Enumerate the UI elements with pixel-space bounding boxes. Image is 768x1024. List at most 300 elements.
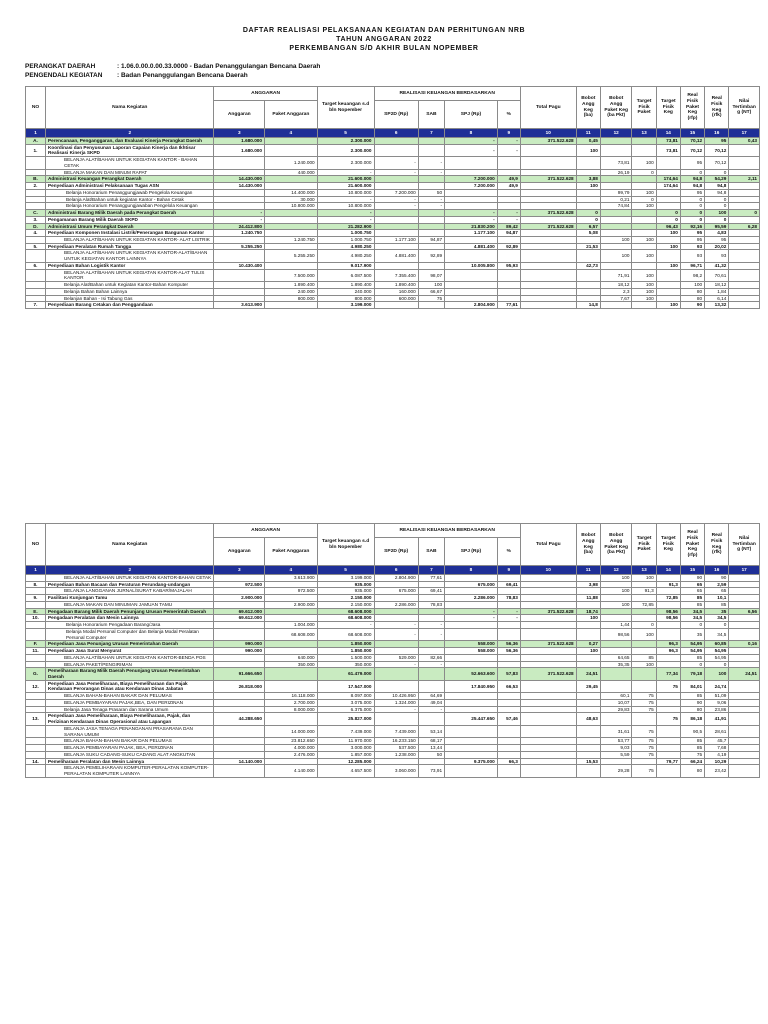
cell-target: 3.075.000	[317, 699, 374, 706]
cell-spj	[445, 751, 498, 758]
cell-spj: 17.840.950	[445, 680, 498, 692]
cell-spj	[445, 203, 498, 210]
cell-bobot-angg	[576, 601, 600, 608]
header-no: NO	[26, 524, 46, 566]
cell-target: 21.600.000	[317, 176, 374, 183]
report-year: TAHUN ANGGARAN 2022	[336, 36, 432, 43]
cell-sp2d: -	[374, 203, 418, 210]
activity-row	[26, 262, 760, 269]
cell-paket-anggaran	[265, 230, 318, 237]
cell-anggaran: 24.412.800	[214, 223, 265, 230]
cell-sp2d: -	[374, 196, 418, 203]
cell-sab	[418, 615, 444, 622]
cell-target-fisik-paket	[632, 680, 656, 692]
cell-paket-anggaran: 640.000	[265, 654, 318, 661]
cell-bobot-angg	[576, 765, 600, 777]
section-row	[26, 641, 760, 648]
cell-anggaran	[214, 288, 265, 295]
cell-real-fisik-keg: 10,29	[705, 758, 729, 765]
cell-target: 68.608.000	[317, 628, 374, 640]
cell-bobot-paket: 99,79	[600, 189, 632, 196]
cell-nama-kegiatan: BELANJA BAHAN-BAHAN BAKAR DAN PELUMAS	[46, 693, 214, 700]
cell-total-pagu	[520, 758, 576, 765]
cell-real-fisik-keg: 4,83	[705, 230, 729, 237]
cell-target-fisik-paket	[632, 713, 656, 725]
cell-target-fisik-keg	[656, 588, 680, 595]
cell-bobot-angg	[576, 706, 600, 713]
cell-bobot-angg: 100	[576, 615, 600, 622]
cell-sp2d: 10.426.950	[374, 693, 418, 700]
cell-percent: 95,93	[497, 262, 520, 269]
cell-total-pagu	[520, 216, 576, 223]
cell-target-fisik-paket: 100	[632, 661, 656, 668]
cell-total-pagu	[520, 745, 576, 752]
section-row	[26, 608, 760, 615]
cell-no	[26, 738, 46, 745]
cell-real-fisik-keg: 94,8	[705, 189, 729, 196]
cell-sp2d: 2.286.000	[374, 601, 418, 608]
cell-target: 2.300.000	[317, 144, 374, 156]
cell-paket-anggaran	[265, 615, 318, 622]
cell-nama-kegiatan: Belanja Bahan Bahan Lainnya	[46, 288, 214, 295]
cell-percent: -	[497, 608, 520, 615]
cell-spj	[445, 157, 498, 169]
cell-anggaran: 3.613.900	[214, 302, 265, 309]
cell-sp2d: -	[374, 661, 418, 668]
cell-real-fisik-paket: 54,95	[680, 648, 704, 655]
cell-spj: -	[445, 210, 498, 217]
cell-target: 7.439.000	[317, 725, 374, 737]
cell-sp2d: -	[374, 628, 418, 640]
cell-real-fisik-paket: 65	[680, 588, 704, 595]
cell-real-fisik-paket: 95	[680, 230, 704, 237]
cell-percent	[497, 250, 520, 262]
header-spj: SPJ (Rp)	[445, 101, 498, 129]
cell-sab: -	[418, 157, 444, 169]
cell-no	[26, 601, 46, 608]
cell-sab: 98,07	[418, 269, 444, 281]
cell-nilai-tertimbang	[729, 654, 760, 661]
cell-nilai-tertimbang	[729, 230, 760, 237]
cell-paket-anggaran: 2.700.000	[265, 699, 318, 706]
header-nama-kegiatan: Nama Kegiatan	[46, 87, 214, 129]
cell-nama-kegiatan: Belanja Honorarium Pengadaan Barang/Jasa	[46, 622, 214, 629]
cell-target: 21.600.000	[317, 183, 374, 190]
cell-total-pagu	[520, 595, 576, 602]
cell-bobot-angg	[576, 751, 600, 758]
cell-percent	[497, 295, 520, 302]
cell-real-fisik-keg: 4,19	[705, 751, 729, 758]
activity-row	[26, 648, 760, 655]
cell-target-fisik-keg	[656, 203, 680, 210]
cell-real-fisik-keg: 0	[705, 196, 729, 203]
cell-percent	[497, 269, 520, 281]
cell-target-fisik-paket	[632, 230, 656, 237]
cell-paket-anggaran	[265, 262, 318, 269]
cell-bobot-paket: 73,81	[600, 157, 632, 169]
cell-real-fisik-keg: 90	[705, 575, 729, 582]
cell-real-fisik-keg: 34,5	[705, 628, 729, 640]
cell-anggaran: -	[214, 216, 265, 223]
cell-target: 935.000	[317, 588, 374, 595]
cell-paket-anggaran	[265, 713, 318, 725]
cell-sp2d: 675.000	[374, 588, 418, 595]
cell-spj	[445, 601, 498, 608]
cell-real-fisik-paket: 85	[680, 745, 704, 752]
cell-target: -	[317, 622, 374, 629]
cell-real-fisik-keg: 60,85	[705, 641, 729, 648]
item-row	[26, 725, 760, 737]
cell-sp2d	[374, 680, 418, 692]
cell-percent	[497, 765, 520, 777]
cell-percent	[497, 588, 520, 595]
cell-target: -	[317, 210, 374, 217]
header-target-fisik-keg: Target Fisik Keg	[656, 87, 680, 129]
cell-percent: 57,83	[497, 668, 520, 680]
perangkat-value: : 1.06.0.00.0.00.33.0000 - Badan Penanggulangan Bencana Daerah	[117, 63, 321, 70]
cell-percent	[497, 738, 520, 745]
cell-nilai-tertimbang	[729, 661, 760, 668]
cell-real-fisik-paket: 90	[680, 575, 704, 582]
cell-sab: 75	[418, 295, 444, 302]
cell-anggaran: 14.430.000	[214, 176, 265, 183]
cell-target-fisik-keg: 100	[656, 243, 680, 250]
cell-target: 1.857.000	[317, 751, 374, 758]
cell-real-fisik-keg: 9,06	[705, 699, 729, 706]
cell-total-pagu	[520, 183, 576, 190]
cell-nama-kegiatan: BELANJA SUKU CADANG-SUKU CADANG ALAT ANGKUTAN	[46, 751, 214, 758]
col-num: 2	[46, 566, 214, 575]
cell-sab	[418, 210, 444, 217]
cell-sab	[418, 262, 444, 269]
cell-spj	[445, 706, 498, 713]
cell-target: 1.500.000	[317, 654, 374, 661]
cell-nama-kegiatan: Belanja Alat/Bahan untuk kegiatan Kantor - Bahan Cetak	[46, 196, 214, 203]
cell-real-fisik-keg: 0	[705, 169, 729, 176]
cell-sab: -	[418, 628, 444, 640]
cell-target: 4.980.250	[317, 250, 374, 262]
cell-real-fisik-keg: 94,8	[705, 183, 729, 190]
cell-total-pagu: 371.522.628	[520, 223, 576, 230]
cell-sab	[418, 680, 444, 692]
cell-total-pagu	[520, 288, 576, 295]
cell-total-pagu	[520, 751, 576, 758]
cell-real-fisik-keg: 54,95	[705, 648, 729, 655]
cell-sab: 100	[418, 282, 444, 289]
cell-sp2d	[374, 302, 418, 309]
cell-real-fisik-paket: 90	[680, 699, 704, 706]
cell-anggaran: 990.000	[214, 648, 265, 655]
cell-anggaran: -	[214, 210, 265, 217]
cell-percent: 49,9	[497, 183, 520, 190]
cell-target-fisik-keg: 77,34	[656, 668, 680, 680]
cell-no: 6.	[26, 262, 46, 269]
item-row	[26, 601, 760, 608]
cell-target-fisik-keg	[656, 654, 680, 661]
cell-target-fisik-keg	[656, 628, 680, 640]
cell-target-fisik-paket: 75	[632, 745, 656, 752]
cell-target-fisik-keg: 79,77	[656, 758, 680, 765]
cell-paket-anggaran: 972.500	[265, 588, 318, 595]
cell-no: 4.	[26, 230, 46, 237]
cell-total-pagu	[520, 157, 576, 169]
cell-sp2d: 7.355.400	[374, 269, 418, 281]
item-row	[26, 699, 760, 706]
cell-nama-kegiatan: Penyediaan Jasa Pemeliharaan, Biaya Pemeliharaan, Pajak, dan Perizinan Kendaraan Dinas Operasional atau Lapangan	[46, 713, 214, 725]
cell-sab	[418, 176, 444, 183]
header-no: NO	[26, 87, 46, 129]
col-num: 4	[265, 129, 318, 138]
item-row	[26, 196, 760, 203]
cell-target: 11.970.000	[317, 738, 374, 745]
cell-percent	[497, 157, 520, 169]
activity-row	[26, 758, 760, 765]
cell-bobot-paket: 5,59	[600, 751, 632, 758]
cell-sab: 66,67	[418, 288, 444, 295]
cell-sp2d: 1.177.100	[374, 237, 418, 244]
cell-percent: 56,36	[497, 648, 520, 655]
cell-no: 10.	[26, 615, 46, 622]
cell-real-fisik-keg: 51,09	[705, 693, 729, 700]
cell-sab: 78,83	[418, 601, 444, 608]
cell-target: 3.199.000	[317, 302, 374, 309]
cell-nilai-tertimbang	[729, 751, 760, 758]
cell-percent	[497, 282, 520, 289]
cell-paket-anggaran	[265, 641, 318, 648]
cell-anggaran: 44.288.650	[214, 713, 265, 725]
cell-no: C.	[26, 210, 46, 217]
cell-real-fisik-paket: 90,5	[680, 725, 704, 737]
cell-target-fisik-paket: 100	[632, 237, 656, 244]
col-num: 6	[374, 566, 418, 575]
cell-anggaran	[214, 601, 265, 608]
cell-target-fisik-paket: 100	[632, 189, 656, 196]
cell-nama-kegiatan: Administrasi Barang Milik Daerah pada Perangkat Daerah	[46, 210, 214, 217]
cell-total-pagu	[520, 203, 576, 210]
cell-bobot-paket	[600, 176, 632, 183]
cell-nilai-tertimbang: 2,11	[729, 176, 760, 183]
cell-sp2d: 1.890.400	[374, 282, 418, 289]
cell-anggaran	[214, 295, 265, 302]
cell-target-fisik-keg: 96,3	[656, 648, 680, 655]
cell-no	[26, 661, 46, 668]
cell-real-fisik-keg: 23,42	[705, 765, 729, 777]
cell-bobot-angg: 0	[576, 216, 600, 223]
cell-percent: 69,41	[497, 581, 520, 588]
cell-no: 11.	[26, 648, 46, 655]
cell-anggaran: 5.255.250	[214, 243, 265, 250]
cell-sab	[418, 581, 444, 588]
col-num: 8	[445, 566, 498, 575]
cell-bobot-angg	[576, 628, 600, 640]
cell-target: 2.150.000	[317, 601, 374, 608]
item-row	[26, 295, 760, 302]
cell-bobot-angg: 18,74	[576, 608, 600, 615]
cell-bobot-paket	[600, 648, 632, 655]
cell-nama-kegiatan: Koordinasi dan Penyusunan Laporan Capaian Kinerja dan Ikhtisar Realisasi Kinerja SKPD	[46, 144, 214, 156]
section-row	[26, 668, 760, 680]
cell-target-fisik-paket: 0	[632, 169, 656, 176]
cell-percent: 77,61	[497, 302, 520, 309]
cell-paket-anggaran: 1.004.000	[265, 622, 318, 629]
cell-nilai-tertimbang	[729, 595, 760, 602]
cell-paket-anggaran: 8.000.000	[265, 706, 318, 713]
header-spj: SPJ (Rp)	[445, 538, 498, 566]
cell-anggaran: 91.666.650	[214, 668, 265, 680]
col-num: 12	[600, 566, 632, 575]
cell-spj	[445, 189, 498, 196]
cell-anggaran	[214, 738, 265, 745]
cell-percent	[497, 706, 520, 713]
cell-percent: 66,3	[497, 758, 520, 765]
cell-real-fisik-keg: 93	[705, 250, 729, 262]
cell-paket-anggaran	[265, 138, 318, 145]
cell-bobot-angg: 0,27	[576, 641, 600, 648]
cell-real-fisik-keg: 70,61	[705, 269, 729, 281]
cell-total-pagu	[520, 661, 576, 668]
cell-real-fisik-paket: 85	[680, 738, 704, 745]
cell-target-fisik-paket	[632, 302, 656, 309]
cell-total-pagu	[520, 706, 576, 713]
cell-target-fisik-paket	[632, 243, 656, 250]
cell-target-fisik-keg	[656, 745, 680, 752]
cell-sp2d	[374, 581, 418, 588]
header-nilai-tertimbang: Nilai Tertimbang (NT)	[729, 524, 760, 566]
cell-no: 5.	[26, 243, 46, 250]
cell-nama-kegiatan: Penyediaan Jasa Penunjang Urusan Pemerintahan Daerah	[46, 641, 214, 648]
item-row	[26, 575, 760, 582]
cell-anggaran: 1.240.750	[214, 230, 265, 237]
cell-nilai-tertimbang	[729, 196, 760, 203]
cell-bobot-paket	[600, 210, 632, 217]
cell-percent: 78,83	[497, 595, 520, 602]
cell-real-fisik-paket: 0	[680, 196, 704, 203]
cell-total-pagu: 371.522.628	[520, 176, 576, 183]
cell-nama-kegiatan: BELANJA PEMBAYARAN PAJAK,BEA, DAN PERIZINAN	[46, 699, 214, 706]
cell-real-fisik-paket: 94,8	[680, 183, 704, 190]
cell-nama-kegiatan: Perencanaan, Penganggaran, dan Evaluasi Kinerja Perangkat Daerah	[46, 138, 214, 145]
cell-no	[26, 203, 46, 210]
col-num: 9	[497, 566, 520, 575]
item-row	[26, 661, 760, 668]
cell-nama-kegiatan: BELANJA JASA TENAGA PENANGANAN PRASARANA DAN SARANA UMUM	[46, 725, 214, 737]
cell-real-fisik-paket: 65	[680, 581, 704, 588]
cell-sab: 73,91	[418, 765, 444, 777]
cell-spj	[445, 588, 498, 595]
cell-sp2d: 529.000	[374, 654, 418, 661]
cell-paket-anggaran: 68.608.000	[265, 628, 318, 640]
cell-spj	[445, 196, 498, 203]
cell-no	[26, 157, 46, 169]
cell-anggaran	[214, 725, 265, 737]
cell-target: 1.000.750	[317, 237, 374, 244]
cell-nilai-tertimbang	[729, 725, 760, 737]
cell-sab: 69,41	[418, 588, 444, 595]
cell-target-fisik-paket: 100	[632, 295, 656, 302]
cell-paket-anggaran	[265, 302, 318, 309]
cell-sab: 92,89	[418, 250, 444, 262]
cell-real-fisik-keg: 54,29	[705, 176, 729, 183]
cell-target: 1.850.000	[317, 641, 374, 648]
cell-spj	[445, 288, 498, 295]
meta-perangkat	[25, 63, 320, 70]
cell-no: 2.	[26, 183, 46, 190]
cell-nilai-tertimbang	[729, 765, 760, 777]
col-num: 6	[374, 129, 418, 138]
col-num: 10	[520, 129, 576, 138]
cell-target: 1.000.750	[317, 230, 374, 237]
cell-target: 4.657.500	[317, 765, 374, 777]
cell-nilai-tertimbang	[729, 302, 760, 309]
cell-no	[26, 693, 46, 700]
header-real-fisik-keg: Real Fisik Keg (rfk)	[705, 524, 729, 566]
cell-nilai-tertimbang	[729, 157, 760, 169]
cell-nama-kegiatan: Administrasi Umum Perangkat Daerah	[46, 223, 214, 230]
item-row	[26, 157, 760, 169]
col-num: 11	[576, 566, 600, 575]
cell-real-fisik-paket: 93	[680, 250, 704, 262]
cell-bobot-angg	[576, 169, 600, 176]
cell-nama-kegiatan: Penyediaan Administrasi Pelaksanaan Tugas ASN	[46, 183, 214, 190]
cell-target: 68.608.000	[317, 608, 374, 615]
cell-target: 10.800.000	[317, 203, 374, 210]
cell-target: -	[317, 169, 374, 176]
cell-target-fisik-keg: 96,3	[656, 641, 680, 648]
cell-target-fisik-paket	[632, 641, 656, 648]
item-row	[26, 765, 760, 777]
header-anggaran: Anggaran	[214, 538, 265, 566]
cell-anggaran: 2.900.000	[214, 595, 265, 602]
cell-anggaran: 69.612.000	[214, 615, 265, 622]
cell-total-pagu	[520, 295, 576, 302]
cell-target-fisik-keg: 75	[656, 713, 680, 725]
cell-spj: -	[445, 144, 498, 156]
cell-bobot-paket: 18,12	[600, 282, 632, 289]
cell-target-fisik-keg: 0	[656, 216, 680, 223]
cell-sp2d: -	[374, 706, 418, 713]
cell-real-fisik-keg: 54,95	[705, 654, 729, 661]
cell-sp2d: 4.881.400	[374, 250, 418, 262]
cell-sp2d	[374, 243, 418, 250]
cell-paket-anggaran	[265, 608, 318, 615]
cell-real-fisik-paket: 90	[680, 302, 704, 309]
cell-bobot-paket	[600, 641, 632, 648]
cell-paket-anggaran	[265, 176, 318, 183]
cell-spj: 2.286.000	[445, 595, 498, 602]
col-num: 7	[418, 129, 444, 138]
cell-nilai-tertimbang	[729, 237, 760, 244]
cell-target: 4.980.250	[317, 243, 374, 250]
cell-sab: 49,04	[418, 699, 444, 706]
cell-nama-kegiatan: BELANJA ALAT/BAHAN UNTUK KEGIATAN KANTOR-ALAT TULIS KANTOR	[46, 269, 214, 281]
cell-nilai-tertimbang	[729, 745, 760, 752]
cell-nilai-tertimbang	[729, 601, 760, 608]
cell-target-fisik-keg: 91,3	[656, 581, 680, 588]
cell-target: 6.087.500	[317, 269, 374, 281]
col-num: 13	[632, 129, 656, 138]
cell-anggaran: 990.000	[214, 641, 265, 648]
cell-paket-anggaran: 240.000	[265, 288, 318, 295]
cell-total-pagu: 371.522.628	[520, 641, 576, 648]
cell-real-fisik-keg: 13,32	[705, 302, 729, 309]
cell-bobot-angg	[576, 237, 600, 244]
cell-real-fisik-paket: 95	[680, 237, 704, 244]
cell-sab	[418, 138, 444, 145]
cell-real-fisik-paket: 94,8	[680, 176, 704, 183]
cell-percent: -	[497, 210, 520, 217]
cell-anggaran	[214, 157, 265, 169]
cell-anggaran	[214, 282, 265, 289]
